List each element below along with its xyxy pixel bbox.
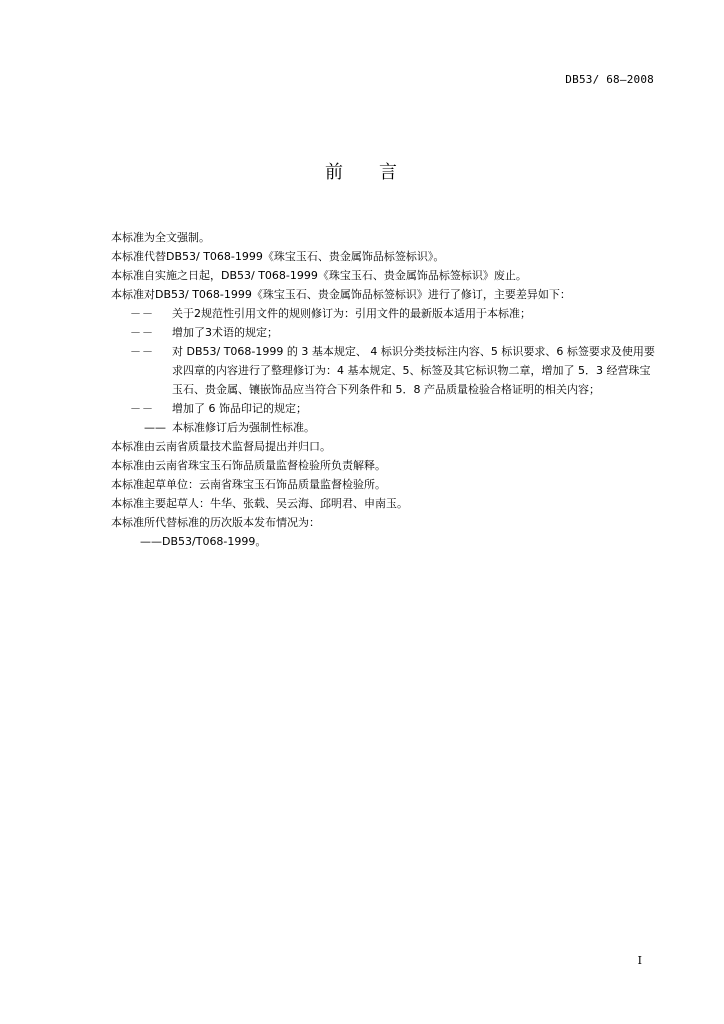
foreword-body <box>111 228 659 551</box>
page-title <box>0 158 724 184</box>
page-number: I <box>637 954 642 967</box>
change-item <box>111 304 659 323</box>
paragraph-proposed-by: 本标准由云南省质量技术监督局提出并归口。 <box>111 440 331 453</box>
paragraph-drafters: 本标准主要起草人：牛华、张载、吴云海、邱明君、申南玉。 <box>111 497 408 510</box>
change-text: 增加了 6 饰品印记的规定； <box>172 402 307 415</box>
paragraph-replaces: 本标准代替DB53/ T068-1999《珠宝玉石、贵金属饰品标签标识》。 <box>111 250 445 263</box>
paragraph-interpretation: 本标准由云南省珠宝玉石饰品质量监督检验所负责解释。 <box>111 459 386 472</box>
standard-number: DB53/ 68—2008 <box>565 73 654 86</box>
dash-marker: －－ <box>130 402 154 415</box>
paragraph-revisions-intro: 本标准对DB53/ T068-1999《珠宝玉石、贵金属饰品标签标识》进行了修订，主要差异如下： <box>111 288 571 301</box>
dash-marker: －－ <box>130 307 154 320</box>
dash-marker: －－ <box>130 326 154 339</box>
change-text: 关于2规范性引用文件的规则修订为：引用文件的最新版本适用于本标准； <box>172 307 531 320</box>
dash-marker: －－ <box>130 345 154 358</box>
title-char-left: 前 <box>325 162 345 183</box>
change-text: 对 DB53/ T068-1999 的 3 基本规定、 4 标识分类技标注内容、5 标识要求、6 标签要求及使用要求四章的内容进行了整理修订为：4 基本规定、5、标签及其它标识物二章，增加了 5．3 经营珠宝玉石、贵金属、镶嵌饰品应当符合下列条件和 5．8 产品质量检验合格证明的相关内容； <box>172 345 655 396</box>
change-text: 本标准修订后为强制性标准。 <box>172 421 315 434</box>
change-text: 增加了3术语的规定； <box>172 326 278 339</box>
title-char-right: 言 <box>379 162 399 183</box>
change-item <box>111 323 659 342</box>
paragraph-mandatory: 本标准为全文强制。 <box>111 231 210 244</box>
change-item <box>111 418 659 437</box>
change-item <box>111 342 659 399</box>
history-entry: ——DB53/T068-1999。 <box>140 535 267 548</box>
dash-marker: —— <box>144 421 166 434</box>
change-item <box>111 399 659 418</box>
paragraph-drafting-unit: 本标准起草单位：云南省珠宝玉石饰品质量监督检验所。 <box>111 478 386 491</box>
paragraph-abolished: 本标准自实施之日起，DB53/ T068-1999《珠宝玉石、贵金属饰品标签标识》废止。 <box>111 269 527 282</box>
paragraph-history-intro: 本标准所代替标准的历次版本发布情况为： <box>111 516 320 529</box>
